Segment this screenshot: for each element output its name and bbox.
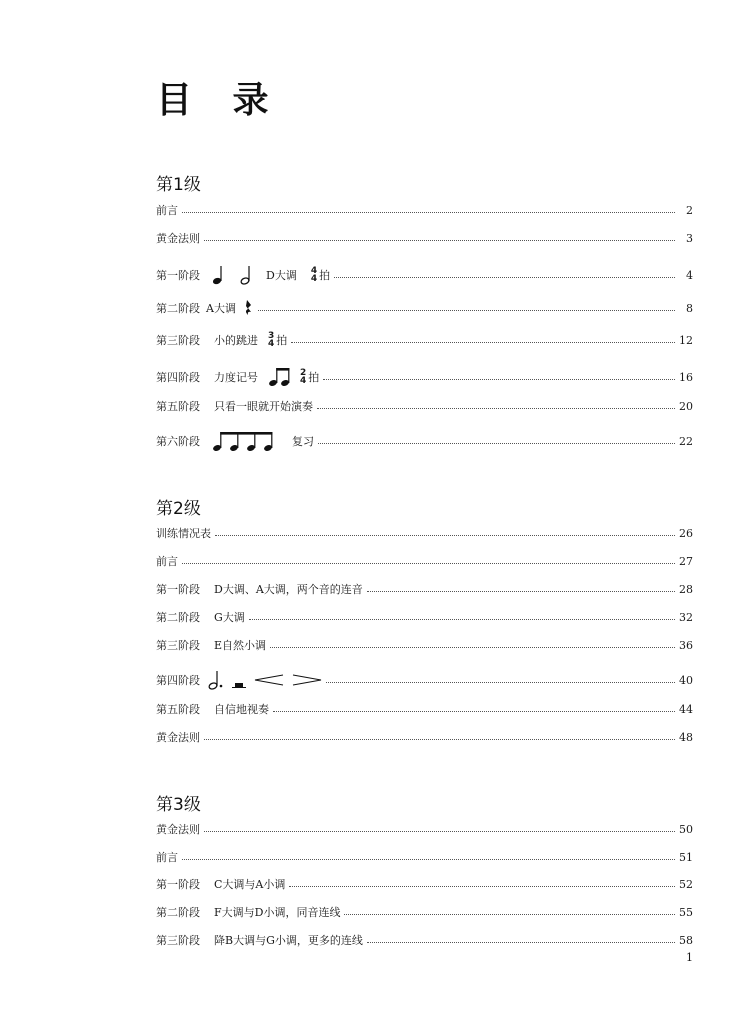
leader-dots: [367, 591, 675, 592]
dotted-half-note-icon: [208, 669, 224, 691]
entry-stage: 前言: [156, 851, 178, 864]
entry-text: F大调与D小调，同音连线: [214, 906, 341, 919]
entry-page: 26: [679, 526, 693, 540]
entry-page: 12: [679, 333, 693, 347]
toc-entry[interactable]: [156, 550, 693, 572]
toc-entry[interactable]: [156, 667, 693, 693]
leader-dots: [317, 408, 675, 409]
toc-entry[interactable]: [156, 395, 693, 417]
quarter-rest-icon: [244, 299, 254, 317]
leader-dots: [367, 942, 675, 943]
entry-stage: 前言: [156, 204, 178, 217]
time-sig-suffix: 拍: [319, 269, 331, 282]
half-rest-icon: [232, 669, 246, 691]
time-sig-numerator: 2: [300, 368, 307, 378]
entry-text: 小的跳进: [214, 334, 258, 347]
entry-text: 降B大调与G小调，更多的连线: [214, 934, 363, 947]
time-sig-numerator: 3: [268, 331, 275, 341]
decrescendo-icon: [292, 673, 322, 687]
entry-stage: 黄金法则: [156, 823, 200, 836]
entry-page: 48: [679, 730, 693, 744]
level-1-title: 第1级: [156, 175, 201, 195]
toc-entry[interactable]: [156, 873, 693, 895]
entry-page: 50: [679, 822, 693, 836]
entry-text: 自信地视奏: [214, 703, 269, 716]
toc-entry[interactable]: [156, 327, 693, 353]
leader-dots: [182, 212, 675, 213]
toc-entry[interactable]: [156, 262, 693, 288]
time-sig-numerator: 4: [310, 266, 318, 276]
entry-stage: 训练情况表: [156, 527, 211, 540]
entry-stage: 第一阶段: [156, 878, 200, 891]
leader-dots: [334, 277, 675, 278]
leader-dots: [204, 739, 675, 740]
toc-entry[interactable]: [156, 199, 693, 221]
leader-dots: [344, 914, 675, 915]
half-note-icon: [240, 264, 254, 286]
level-3-title: 第3级: [156, 795, 201, 815]
page-title: 目 录: [156, 80, 283, 121]
entry-text: 力度记号: [214, 371, 258, 384]
entry-page: 32: [679, 610, 693, 624]
entry-page: 28: [679, 582, 693, 596]
entry-page: 8: [686, 301, 693, 315]
crescendo-icon: [254, 673, 284, 687]
entry-stage: 第一阶段: [156, 269, 200, 282]
entry-text: 只看一眼就开始演奏: [214, 400, 313, 413]
entry-text: D大调: [266, 269, 297, 282]
toc-entry[interactable]: [156, 427, 693, 455]
entry-stage: 黄金法则: [156, 731, 200, 744]
toc-entry[interactable]: [156, 634, 693, 656]
four-beamed-eighth-notes-icon: [212, 429, 278, 453]
entry-stage: 第三阶段: [156, 334, 200, 347]
entry-page: 40: [679, 673, 693, 687]
entry-stage: 第四阶段: [156, 371, 200, 384]
entry-page: 3: [686, 231, 693, 245]
quarter-note-icon: [212, 264, 226, 286]
time-sig-denominator: 4: [268, 339, 275, 349]
time-signature: [311, 267, 317, 283]
entry-stage: 第二阶段: [156, 611, 200, 624]
entry-page: 44: [679, 702, 693, 716]
entry-page: 52: [679, 877, 693, 891]
toc-entry[interactable]: [156, 297, 693, 319]
leader-dots: [323, 379, 675, 380]
entry-page: 55: [679, 905, 693, 919]
entry-text: G大调: [214, 611, 245, 624]
entry-stage: 第五阶段: [156, 400, 200, 413]
time-sig-suffix: 拍: [276, 334, 288, 347]
footer-page-number: 1: [686, 951, 693, 964]
leader-dots: [291, 342, 675, 343]
leader-dots: [204, 831, 675, 832]
toc-entry[interactable]: [156, 698, 693, 720]
entry-text: A大调: [206, 302, 236, 315]
entry-page: 4: [686, 268, 693, 282]
leader-dots: [204, 240, 675, 241]
entry-stage: 黄金法则: [156, 232, 200, 245]
entry-page: 51: [679, 850, 693, 864]
leader-dots: [249, 619, 675, 620]
entry-text: E自然小调: [214, 639, 267, 652]
eighth-note-pair-icon: [268, 366, 292, 388]
leader-dots: [326, 682, 675, 683]
leader-dots: [318, 443, 675, 444]
time-sig-denominator: 4: [310, 274, 318, 284]
time-sig-suffix: 拍: [308, 371, 320, 384]
entry-stage: 第二阶段: [156, 302, 200, 315]
level-2-title: 第2级: [156, 499, 201, 519]
time-signature: [268, 332, 274, 348]
time-sig-denominator: 4: [300, 376, 307, 386]
entry-page: 2: [686, 203, 693, 217]
leader-dots: [182, 563, 675, 564]
leader-dots: [258, 310, 675, 311]
leader-dots: [270, 647, 675, 648]
entry-stage: 第六阶段: [156, 435, 200, 448]
entry-page: 58: [679, 933, 693, 947]
entry-stage: 第二阶段: [156, 906, 200, 919]
toc-entry[interactable]: [156, 227, 693, 249]
entry-page: 36: [679, 638, 693, 652]
toc-entry[interactable]: [156, 818, 693, 840]
entry-stage: 第三阶段: [156, 639, 200, 652]
toc-entry[interactable]: [156, 606, 693, 628]
leader-dots: [215, 535, 675, 536]
entry-page: 27: [679, 554, 693, 568]
entry-stage: 第一阶段: [156, 583, 200, 596]
toc-entry[interactable]: [156, 726, 693, 748]
entry-page: 20: [679, 399, 693, 413]
entry-stage: 前言: [156, 555, 178, 568]
toc-entry[interactable]: [156, 929, 693, 951]
entry-text: C大调与A小调: [214, 878, 286, 891]
entry-stage: 第五阶段: [156, 703, 200, 716]
entry-stage: 第三阶段: [156, 934, 200, 947]
leader-dots: [182, 859, 675, 860]
leader-dots: [273, 711, 675, 712]
toc-entry[interactable]: [156, 846, 693, 868]
toc-entry[interactable]: [156, 522, 693, 544]
entry-stage: 第四阶段: [156, 674, 200, 687]
entry-page: 16: [679, 370, 693, 384]
toc-entry[interactable]: [156, 578, 693, 600]
entry-text: D大调、A大调，两个音的连音: [214, 583, 363, 596]
entry-text: 复习: [292, 435, 314, 448]
entry-page: 22: [679, 434, 693, 448]
time-signature: [300, 369, 306, 385]
toc-entry[interactable]: [156, 901, 693, 923]
leader-dots: [289, 886, 675, 887]
toc-entry[interactable]: [156, 364, 693, 390]
